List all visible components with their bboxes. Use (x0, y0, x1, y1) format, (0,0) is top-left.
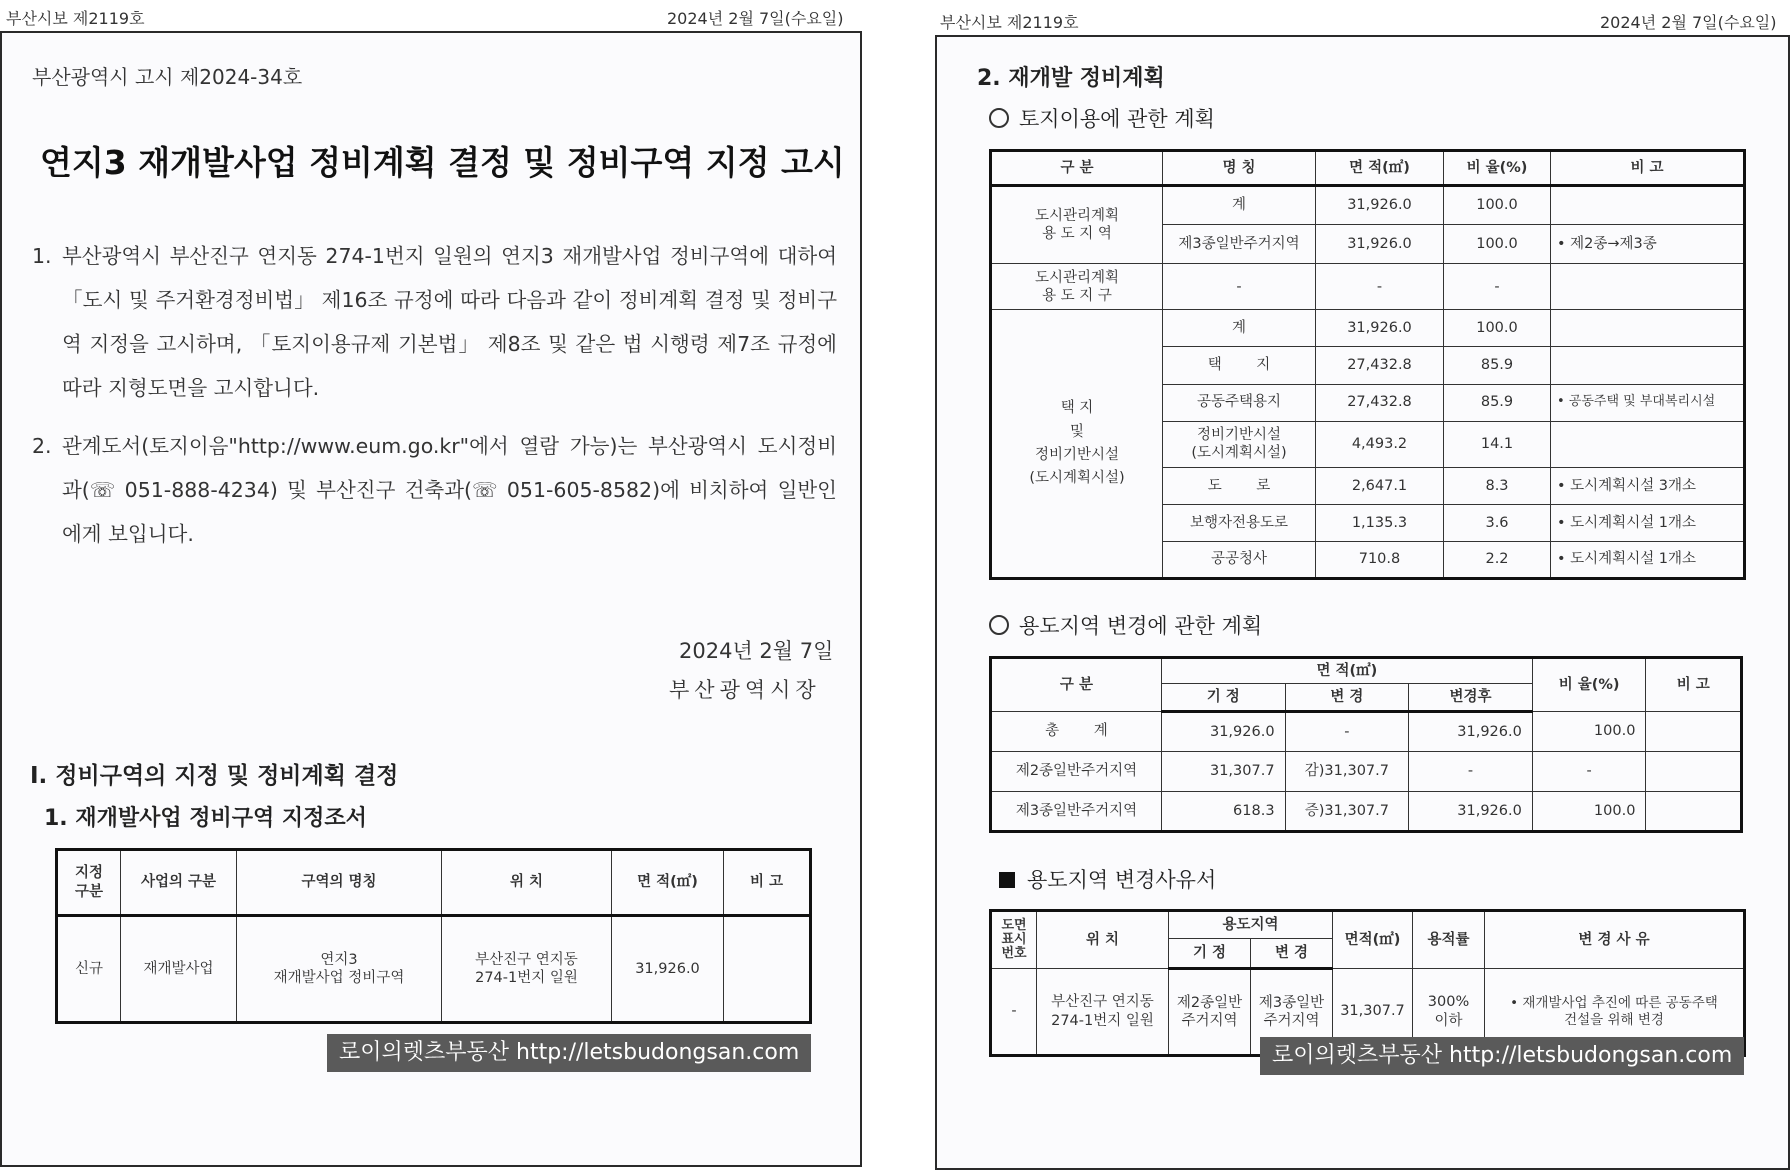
table-cell: - (1163, 264, 1316, 310)
table-row (991, 264, 1745, 310)
table-cell: 제2종일반 주거지역 (1169, 969, 1251, 1056)
zoning-title: 용도지역 변경에 관한 계획 (1019, 614, 1263, 638)
signer: 부산광역시장 (669, 678, 821, 702)
table-cell: 31,307.7 (1161, 752, 1285, 792)
col-header: 비 율(%) (1444, 151, 1551, 186)
table-cell: 제3종일반 주거지역 (1251, 969, 1333, 1056)
col-header: 명 칭 (1163, 151, 1316, 186)
document-title: 연지3 재개발사업 정비계획 결정 및 정비구역 지정 고시 (40, 143, 845, 182)
table-row (991, 752, 1742, 792)
table-row (991, 310, 1745, 347)
table-cell: 제3종일반주거지역 (991, 792, 1162, 832)
paragraph-2-text: 관계도서(토지이음"http://www.eum.go.kr"에서 열람 가능)는 부산광역시 도시정비과(☏ 051-888-4234) 및 부산진구 건축과(☏ 051-605-8582)에 비치하여 일반인에게 보입니다. (62, 434, 837, 546)
table-cell: 1,135.3 (1316, 504, 1444, 541)
col-header: 비 고 (724, 850, 811, 916)
col-header: 비 율(%) (1532, 658, 1646, 712)
table-cell: 2,647.1 (1316, 467, 1444, 504)
table-cell: 27,432.8 (1316, 384, 1444, 421)
col-header: 면적(㎡) (1333, 911, 1413, 969)
section-2-title: 2. 재개발 정비계획 (977, 66, 1165, 91)
table-cell: 100.0 (1444, 185, 1551, 224)
col-header: 변경후 (1409, 684, 1533, 712)
table-cell (1551, 264, 1745, 310)
table-header-row (991, 151, 1745, 186)
table-cell: 27,432.8 (1316, 347, 1444, 384)
table-cell: 도 로 (1163, 467, 1316, 504)
table-cell: 100.0 (1532, 712, 1646, 752)
landuse-table (989, 149, 1746, 580)
table-cell: - (1316, 264, 1444, 310)
col-header: 구 분 (991, 658, 1162, 712)
paragraph-1 (32, 234, 837, 410)
left-page (0, 31, 862, 1167)
col-header: 용적률 (1413, 911, 1485, 969)
table-cell: 14.1 (1444, 421, 1551, 467)
circle-bullet-icon (989, 615, 1009, 635)
landuse-title: 토지이용에 관한 계획 (1019, 107, 1215, 131)
table-cell: 증)31,307.7 (1285, 792, 1409, 832)
table-cell: 31,926.0 (1161, 712, 1285, 752)
col-header: 위 치 (1037, 911, 1169, 969)
table-cell (1551, 347, 1745, 384)
zoning-table (989, 656, 1743, 833)
table-cell: - (991, 969, 1037, 1056)
table-cell: 공동주택용지 (1163, 384, 1316, 421)
table-cell: 보행자전용도로 (1163, 504, 1316, 541)
table-cell: - (1409, 752, 1533, 792)
col-header: 비 고 (1646, 658, 1742, 712)
table-cell: 2.2 (1444, 541, 1551, 578)
table-cell: 연지3 재개발사업 정비구역 (237, 916, 442, 1023)
col-header: 면 적(㎡) (1316, 151, 1444, 186)
table-cell: 계 (1163, 310, 1316, 347)
col-header: 비 고 (1551, 151, 1745, 186)
table-cell: 31,307.7 (1333, 969, 1413, 1056)
table-cell (1646, 792, 1742, 832)
section-1-subtitle: 1. 재개발사업 정비구역 지정조서 (44, 806, 367, 831)
landuse-heading (989, 103, 1215, 133)
table-cell: 31,926.0 (1409, 712, 1533, 752)
table-cell (1551, 421, 1745, 467)
table-cell: - (1444, 264, 1551, 310)
table-cell: 31,926.0 (1409, 792, 1533, 832)
table-cell: 계 (1163, 185, 1316, 224)
table-cell: 부산진구 연지동 274-1번지 일원 (442, 916, 612, 1023)
col-header: 면 적(㎡) (1161, 658, 1532, 684)
notice-date: 2024년 2월 7일 (679, 639, 834, 663)
col-header: 구 분 (991, 151, 1163, 186)
col-header: 변 경 사 유 (1485, 911, 1745, 969)
table-cell: 공공청사 (1163, 541, 1316, 578)
col-header: 용도지역 (1169, 911, 1333, 939)
table-header-row (57, 850, 811, 916)
col-header: 기 정 (1169, 939, 1251, 969)
table-cell: 4,493.2 (1316, 421, 1444, 467)
col-header: 도면 표시 번호 (991, 911, 1037, 969)
table-cell: 제2종일반주거지역 (991, 752, 1162, 792)
right-running-date: 2024년 2월 7일(수요일) (1600, 13, 1777, 32)
designation-table (55, 848, 812, 1024)
watermark-banner: 로이의렛츠부동산 http://letsbudongsan.com (327, 1034, 811, 1072)
left-running-header: 부산시보 제2119호 (6, 9, 145, 28)
table-cell: 감)31,307.7 (1285, 752, 1409, 792)
table-header-row (991, 658, 1742, 684)
table-cell: 3.6 (1444, 504, 1551, 541)
table-cell: 85.9 (1444, 384, 1551, 421)
table-cell: 31,926.0 (612, 916, 724, 1023)
table-cell: 100.0 (1532, 792, 1646, 832)
table-cell: 31,926.0 (1316, 225, 1444, 264)
table-cell: • 공동주택 및 부대복리시설 (1551, 384, 1745, 421)
table-row (991, 792, 1742, 832)
right-running-header: 부산시보 제2119호 (940, 13, 1079, 32)
table-cell: • 제2종→제3종 (1551, 225, 1745, 264)
col-header: 위 치 (442, 850, 612, 916)
reason-title: 용도지역 변경사유서 (1027, 868, 1217, 892)
notice-number: 부산광역시 고시 제2024-34호 (32, 65, 303, 89)
table-cell: 택 지 (1163, 347, 1316, 384)
col-header: 면 적(㎡) (612, 850, 724, 916)
table-row (57, 916, 811, 1023)
col-header: 지정 구분 (57, 850, 121, 916)
table-cell: 618.3 (1161, 792, 1285, 832)
table-cell (1551, 185, 1745, 224)
left-running-date: 2024년 2월 7일(수요일) (667, 9, 844, 28)
section-1-title: I. 정비구역의 지정 및 정비계획 결정 (30, 763, 399, 789)
group-cell: 도시관리계획 용 도 지 역 (991, 185, 1163, 263)
table-cell: 재개발사업 (121, 916, 237, 1023)
circle-bullet-icon (989, 108, 1009, 128)
group-cell: 택 지 및 정비기반시설 (도시계획시설) (991, 310, 1163, 579)
col-header: 변 경 (1285, 684, 1409, 712)
table-cell (724, 916, 811, 1023)
col-header: 사업의 구분 (121, 850, 237, 916)
table-cell: 8.3 (1444, 467, 1551, 504)
table-cell: 총 계 (991, 712, 1162, 752)
table-cell: 85.9 (1444, 347, 1551, 384)
table-cell: 정비기반시설 (도시계획시설) (1163, 421, 1316, 467)
table-cell: 제3종일반주거지역 (1163, 225, 1316, 264)
table-row (991, 185, 1745, 224)
paragraph-1-text: 부산광역시 부산진구 연지동 274-1번지 일원의 연지3 재개발사업 정비구역에 대하여 「도시 및 주거환경정비법」 제16조 규정에 따라 다음과 같이 정비계획 결정 및 정비구역 지정을 고시하며, 「토지이용규제 기본법」 제8조 및 같은 법 시행령 제7조 규정에 따라 지형도면을 고시합니다. (62, 244, 837, 400)
reason-heading (999, 864, 1216, 894)
table-cell: • 재개발사업 추진에 따른 공동주택 건설을 위해 변경 (1485, 969, 1745, 1056)
paragraph-1-number: 1. (32, 244, 52, 268)
table-cell: 31,926.0 (1316, 310, 1444, 347)
table-cell: 710.8 (1316, 541, 1444, 578)
table-cell: • 도시계획시설 3개소 (1551, 467, 1745, 504)
table-cell: - (1532, 752, 1646, 792)
table-cell (1646, 752, 1742, 792)
paragraph-2-number: 2. (32, 434, 52, 458)
table-cell: • 도시계획시설 1개소 (1551, 504, 1745, 541)
table-header-row (991, 911, 1745, 939)
table-cell: 신규 (57, 916, 121, 1023)
table-cell: 100.0 (1444, 310, 1551, 347)
table-cell: 31,926.0 (1316, 185, 1444, 224)
table-cell: 부산진구 연지동 274-1번지 일원 (1037, 969, 1169, 1056)
square-bullet-icon (999, 872, 1015, 888)
col-header: 기 정 (1161, 684, 1285, 712)
watermark-banner: 로이의렛츠부동산 http://letsbudongsan.com (1260, 1037, 1744, 1075)
table-cell: 100.0 (1444, 225, 1551, 264)
paragraph-2 (32, 424, 837, 556)
col-header: 변 경 (1251, 939, 1333, 969)
table-cell (1551, 310, 1745, 347)
table-cell (1646, 712, 1742, 752)
table-cell: 300% 이하 (1413, 969, 1485, 1056)
right-page (935, 35, 1790, 1170)
table-cell: • 도시계획시설 1개소 (1551, 541, 1745, 578)
reason-table (989, 909, 1746, 1057)
table-cell: - (1285, 712, 1409, 752)
group-cell: 도시관리계획 용 도 지 구 (991, 264, 1163, 310)
zoning-heading (989, 610, 1262, 640)
col-header: 구역의 명칭 (237, 850, 442, 916)
table-row (991, 712, 1742, 752)
